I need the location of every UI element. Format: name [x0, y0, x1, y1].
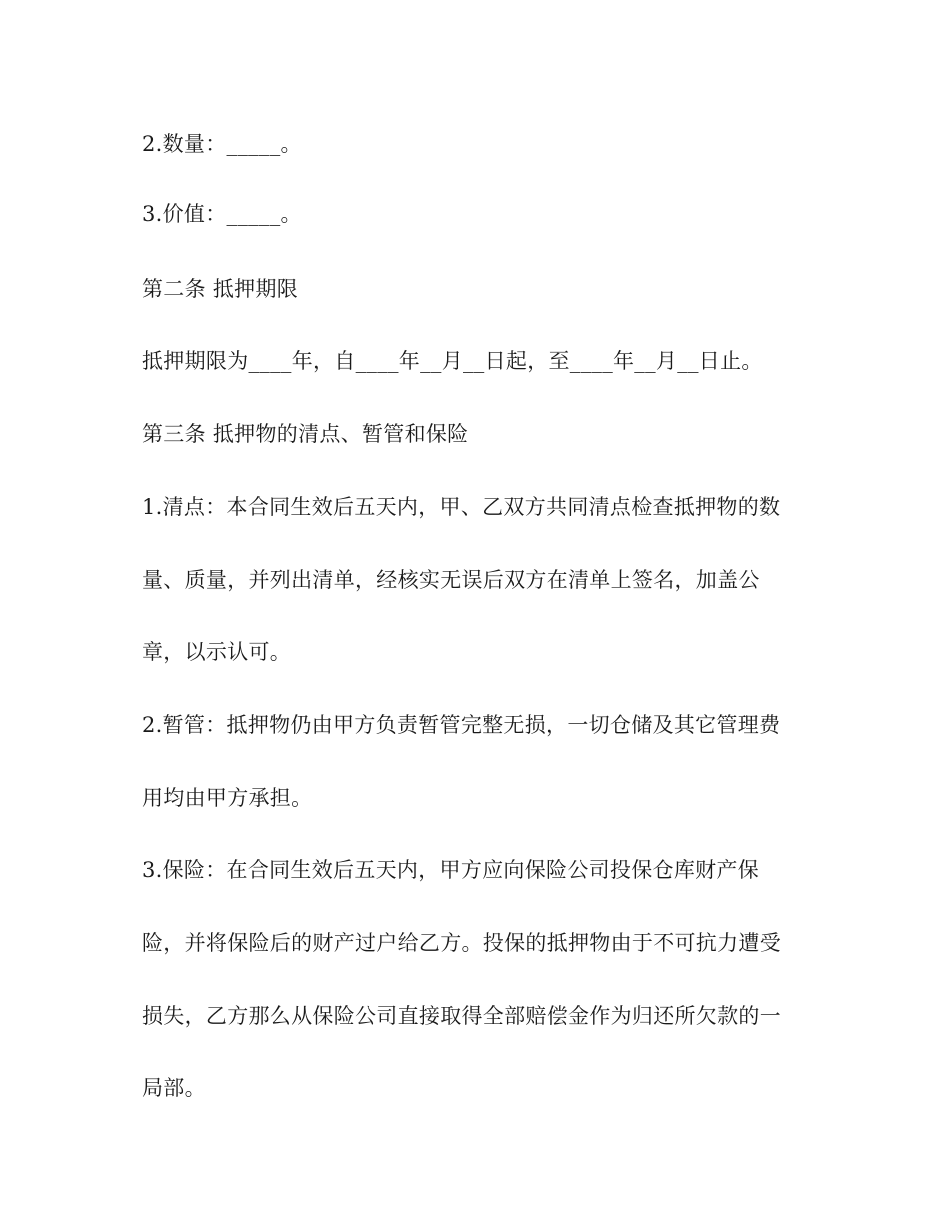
mortgage-term-clause: 抵押期限为____年，自____年__月__日起，至____年__月__日止。 [142, 349, 763, 373]
item-quantity: 2.数量：_____。 [142, 132, 302, 156]
clause-insurance-line-1: 3.保险：在合同生效后五天内，甲方应向保险公司投保仓库财产保 [142, 858, 760, 882]
article-2-heading: 第二条 抵押期限 [142, 277, 299, 301]
clause-custody-line-2: 用均由甲方承担。 [142, 786, 313, 810]
item-value: 3.价值：_____。 [142, 202, 302, 226]
clause-insurance-line-3: 损失，乙方那么从保险公司直接取得全部赔偿金作为归还所欠款的一 [142, 1004, 781, 1028]
clause-custody-line-1: 2.暂管：抵押物仍由甲方负责暂管完整无损，一切仓储及其它管理费 [142, 713, 781, 737]
article-3-heading: 第三条 抵押物的清点、暂管和保险 [142, 422, 469, 446]
clause-inventory-line-3: 章，以示认可。 [142, 640, 292, 664]
clause-insurance-line-4: 局部。 [142, 1076, 206, 1100]
clause-insurance-line-2: 险，并将保险后的财产过户给乙方。投保的抵押物由于不可抗力遭受 [142, 931, 781, 955]
clause-inventory-line-2: 量、质量，并列出清单，经核实无误后双方在清单上签名，加盖公 [142, 568, 760, 592]
clause-inventory-line-1: 1.清点：本合同生效后五天内，甲、乙双方共同清点检查抵押物的数 [142, 495, 781, 519]
